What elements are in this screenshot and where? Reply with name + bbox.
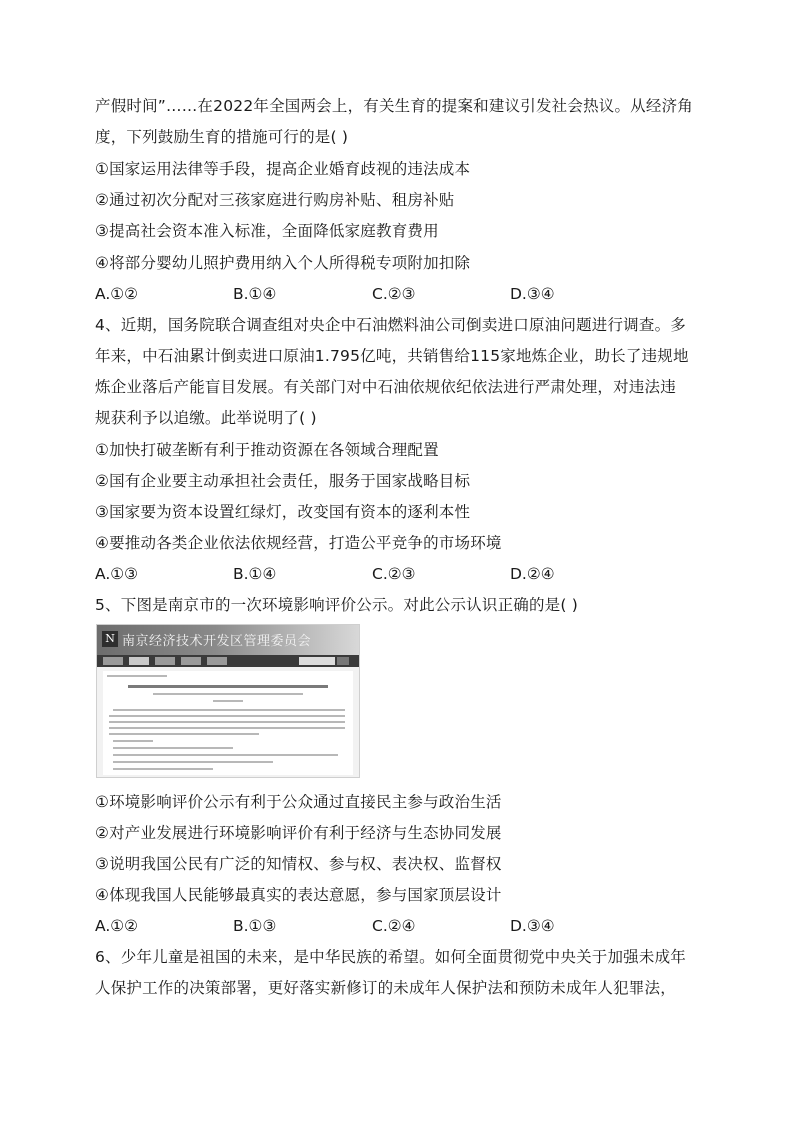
figure-article-meta [153, 693, 303, 695]
figure-text-line [113, 754, 338, 756]
figure-nav-item [181, 657, 201, 665]
q4-option-d[interactable]: D.②④ [510, 565, 555, 583]
q5-option-c[interactable]: C.②④ [372, 917, 416, 935]
q3-statement-4: ④将部分婴幼儿照护费用纳入个人所得税专项附加扣除 [95, 254, 471, 272]
q5-statement-2: ②对产业发展进行环境影响评价有利于经济与生态协同发展 [95, 824, 502, 842]
figure-article-body [103, 671, 353, 775]
figure-article-meta [213, 700, 243, 702]
figure-banner [97, 625, 359, 655]
figure-text-line [113, 740, 153, 742]
figure-text-line [109, 721, 345, 723]
q3-stem-line-2: 度，下列鼓励生育的措施可行的是( ) [95, 128, 349, 146]
q3-option-c[interactable]: C.②③ [372, 285, 416, 303]
q4-statement-3: ③国家要为资本设置红绿灯，改变国有资本的逐利本性 [95, 503, 471, 521]
q5-statement-1: ①环境影响评价公示有利于公众通过直接民主参与政治生活 [95, 793, 502, 811]
q3-option-d[interactable]: D.③④ [510, 285, 555, 303]
figure-nav-item [129, 657, 149, 665]
figure-text-line [113, 747, 233, 749]
q5-statement-4: ④体现我国人民能够最真实的表达意愿，参与国家顶层设计 [95, 886, 502, 904]
figure-text-line [113, 768, 213, 770]
figure-text-line [113, 709, 345, 711]
q4-statement-1: ①加快打破垄断有利于推动资源在各领域合理配置 [95, 441, 439, 459]
figure-text-line [113, 761, 273, 763]
q4-stem-line-1: 4、近期，国务院联合调查组对央企中石油燃料油公司倒卖进口原油问题进行调查。多 [95, 316, 686, 334]
q3-option-b[interactable]: B.①④ [233, 285, 277, 303]
figure-nav-item [207, 657, 227, 665]
q5-stem: 5、下图是南京市的一次环境影响评价公示。对此公示认识正确的是( ) [95, 596, 578, 614]
q3-statement-1: ①国家运用法律等手段，提高企业婚育歧视的违法成本 [95, 160, 471, 178]
figure-nav-item [155, 657, 175, 665]
announcement-screenshot-figure [96, 624, 360, 778]
q6-stem-line-1: 6、少年儿童是祖国的未来，是中华民族的希望。如何全面贯彻党中央关于加强未成年 [95, 948, 686, 966]
q4-stem-line-3: 炼企业落后产能盲目发展。有关部门对中石油依规依纪依法进行严肃处理，对违法违 [95, 378, 676, 396]
figure-text-line [109, 715, 345, 717]
q5-options [95, 916, 705, 936]
q4-option-b[interactable]: B.①④ [233, 565, 277, 583]
q5-statement-3: ③说明我国公民有广泛的知情权、参与权、表决权、监督权 [95, 855, 502, 873]
q4-statement-2: ②国有企业要主动承担社会责任，服务于国家战略目标 [95, 472, 471, 490]
q3-option-a[interactable]: A.①② [95, 285, 139, 303]
q3-options [95, 284, 705, 304]
q4-statement-4: ④要推动各类企业依法依规经营，打造公平竞争的市场环境 [95, 534, 502, 552]
q5-option-b[interactable]: B.①③ [233, 917, 277, 935]
figure-site-title: 南京经济技术开发区管理委员会 [122, 634, 312, 649]
q4-options [95, 564, 705, 584]
q3-statement-3: ③提高社会资本准入标准，全面降低家庭教育费用 [95, 222, 439, 240]
figure-nav-item [103, 657, 123, 665]
q3-statement-2: ②通过初次分配对三孩家庭进行购房补贴、租房补贴 [95, 191, 455, 209]
q4-option-a[interactable]: A.①③ [95, 565, 139, 583]
figure-text-line [109, 733, 259, 735]
q5-option-a[interactable]: A.①② [95, 917, 139, 935]
q5-option-d[interactable]: D.③④ [510, 917, 555, 935]
q4-stem-line-2: 年来，中石油累计倒卖进口原油1.795亿吨，共销售给115家地炼企业，助长了违规地 [95, 347, 689, 365]
figure-logo-icon: N [102, 631, 118, 647]
q4-option-c[interactable]: C.②③ [372, 565, 416, 583]
figure-breadcrumb [107, 675, 167, 677]
q6-stem-line-2: 人保护工作的决策部署，更好落实新修订的未成年人保护法和预防未成年人犯罪法， [95, 979, 676, 997]
figure-article-title [128, 685, 328, 688]
figure-text-line [109, 727, 345, 729]
figure-search-box [299, 657, 335, 665]
q4-stem-line-4: 规获利予以追缴。此举说明了( ) [95, 409, 317, 427]
q3-stem-line-1: 产假时间”……在2022年全国两会上，有关生育的提案和建议引发社会热议。从经济角 [95, 97, 693, 115]
figure-search-button [337, 657, 349, 665]
